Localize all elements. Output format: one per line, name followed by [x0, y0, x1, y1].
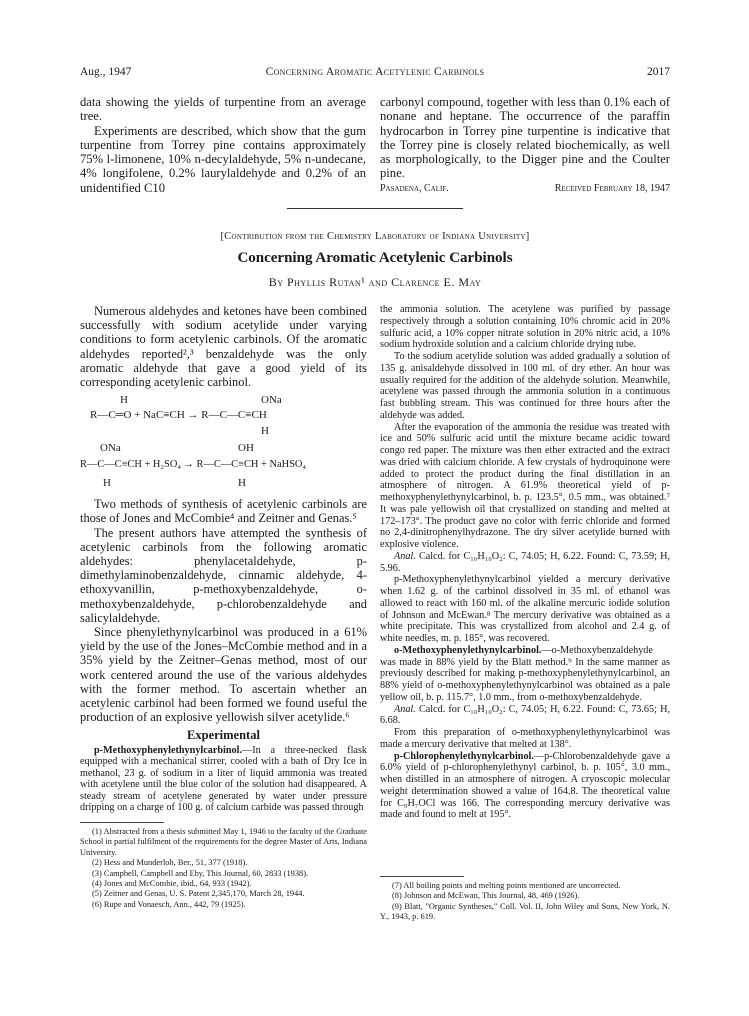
right-paragraph-2: To the sodium acetylide solution was added gradually a solution of 135 g. anisaldehyde dissolved in 100 ml. of dry ether. An hour was usually required for the addition of the aldehyde solution. Meanwhile, acetylene was passed through the ammonia solution in a continuous fast bubbling stream. This was continued for three hours after the aldehyde was added.	[380, 351, 670, 421]
footnote-3: (3) Campbell, Campbell and Eby, This Journal, 60, 2833 (1938).	[92, 868, 309, 878]
methods-paragraph: Two methods of synthesis of acetylenic carbinols are those of Jones and McCombie⁴ and Zeitner and Genas.⁵	[80, 497, 367, 526]
section-heading-experimental: Experimental	[187, 728, 260, 743]
footnote-7: (7) All boiling points and melting points mentioned are uncorrected.	[392, 881, 621, 890]
anal-label-1: Anal.	[394, 550, 416, 562]
equation-1	[80, 393, 367, 441]
footnote-2: (2) Hess and Munderloh, Ber., 51, 377 (1918).	[92, 858, 248, 868]
prev-paragraph-2: Experiments are described, which show that the gum turpentine from Torrey pine contains approximately 75% l-limonene, 10% n-decylaldehyde, 5% n-undecane, 4% longifolene, 0.2% laurylaldehyde and 0.2% of an unidentified C10	[80, 123, 366, 195]
compound-heading-3: p-Chlorophenylethynylcarbinol.	[394, 750, 534, 762]
footnotes-left	[80, 822, 367, 910]
footnote-9: (9) Blatt, "Organic Syntheses," Coll. Vol. II, John Wiley and Sons, New York, N. Y., 1943, p. 619.	[380, 901, 670, 922]
footnote-rule-left	[80, 822, 164, 823]
analysis-1	[380, 551, 670, 575]
header-running-title: Concerning Aromatic Acetylenic Carbinols	[265, 66, 485, 78]
footnotes-right	[380, 876, 670, 923]
yield-paragraph: Since phenylethynylcarbinol was produced in a 61% yield by the use of the Jones–McCombie method and in a 35% yield by the Zeitner–Genas method, most of our work centered around the use of the various aldehydes with the former method. To ascertain whether an acetylenic carbinol had been formed we found useful the production of an explosive yellowish silver acetylide.⁶	[80, 625, 367, 725]
received-line	[380, 182, 670, 196]
footnote-1: (1) Abstracted from a thesis submitted May 1, 1946 to the faculty of the Graduate School in partial fulfilment of the requirements for the degree Master of Arts, Indiana University.	[80, 827, 367, 857]
received-date: Received February 18, 1947	[554, 182, 670, 194]
compound-heading-1: p-Methoxyphenylethynylcarbinol.	[94, 744, 243, 756]
eq1-main: R—C═O + NaC≡CH → R—C—C≡CH	[90, 409, 267, 422]
eq2-h-right: H	[238, 477, 246, 490]
right-paragraph-5-text: —o-Methoxybenzaldehyde was made in 88% yield by the Blatt method.⁹ In the same manner as previously described for making p-methoxyphenylethynylcarbinol, an 88% yield of o-methoxyphenylethynylcarbinol was obtained as a pale yellow oil, b. p. 115.7°, 1.0 mm., from o-methoxybenzaldehyde.	[380, 644, 670, 703]
right-paragraph-1: the ammonia solution. The acetylene was purified by passage respectively through a solution containing 10% chromic acid in 20% sulfuric acid, a 10% copper nitrate solution in 20% nitric acid, a 10% sodium hydroxide solution and a calcium chloride drying tube.	[380, 304, 670, 351]
eq2-oh: OH	[238, 442, 254, 455]
anal-label-2: Anal.	[394, 703, 416, 715]
right-paragraph-4: p-Methoxyphenylethynylcarbinol yielded a mercury derivative when 1.62 g. of the carbinol dissolved in 35 ml. of ethanol was allowed to react with 160 ml. of the alkaline mercuric iodide solution of Johnson and McEwan.⁸ The mercury derivative was obtained as a white precipitate. This was crystallized from alcohol and 2.4 g. of white needles, m. p. 185°, was recovered.	[380, 574, 670, 644]
right-paragraph-5	[380, 645, 670, 704]
right-paragraph-7-text: —p-Chlorobenzaldehyde gave a 6.0% yield of p-chlorophenylethynyl carbinol, b. p. 105°, 3.0 mm., when distilled in an atmosphere of nitrogen. A cryoscopic molecular weight determination showed a value of 164.8. The theoretical value for C₉H₇OCl was 166. The corresponding mercury derivative was made and found to melt at 195°.	[380, 750, 670, 821]
intro-paragraph: Numerous aldehydes and ketones have been combined successfully with sodium acetylide under varying conditions to form acetylenic carbinols. Of the aromatic aldehydes reported²,³ benzaldehyde was the only aromatic aldehyde that gave a good yield of its corresponding acetylenic carbinol.	[80, 304, 367, 390]
right-paragraph-6: From this preparation of o-methoxyphenylethynylcarbinol was made a mercury derivative that melted at 138°.	[380, 727, 670, 750]
running-header	[80, 66, 670, 82]
previous-article-right	[380, 95, 670, 196]
footnote-6: (6) Rupe and Vonaesch, Ann., 442, 79 (1925).	[92, 899, 246, 909]
analysis-2	[380, 704, 670, 728]
aldehydes-paragraph: The present authors have attempted the synthesis of acetylenic carbinols from the following aromatic aldehydes: phenylacetaldehyde, p-dimethylaminobenzaldehyde, cinnamic aldehyde, 4-ethoxyvanillin, p-methoxybenzaldehyde, o-methoxybenzaldehyde, p-chlorobenzaldehyde and salicylaldehyde.	[80, 525, 367, 625]
footnote-rule-right	[380, 876, 464, 877]
compound-heading-2: o-Methoxyphenylethynylcarbinol.	[394, 644, 542, 656]
experimental-text: —In a three-necked flask equipped with a mechanical stirrer, cooled with a bath of Dry Ice in methanol, 23 g. of sodium in a liter of liquid ammonia was treated with acetylene until the blue color of the solution had disappeared. A steady stream of acetylene generated by water under pressure dripping on a charge of 100 g. of calcium carbide was passed through	[80, 744, 367, 814]
anal-values-1: Calcd. for C₁₀H₁₀O₂: C, 74.05; H, 6.22. Found: C, 73.59; H, 5.96.	[380, 550, 670, 574]
contribution-line: [Contribution from the Chemistry Laboratory of Indiana University]	[220, 231, 530, 242]
main-right-column	[380, 304, 670, 821]
header-date: Aug., 1947	[80, 66, 132, 78]
main-left-column	[80, 304, 367, 814]
prev-paragraph-1: data showing the yields of turpentine from an average tree.	[80, 95, 366, 124]
eq1-h-top: H	[120, 394, 128, 407]
eq2-h-left: H	[103, 477, 111, 490]
anal-values-2: Calcd. for C₁₀H₁₀O₂: C, 74.05; H, 6.22. Found: C, 73.65; H, 6.68.	[380, 703, 670, 727]
article-separator	[287, 208, 463, 209]
article-title: Concerning Aromatic Acetylenic Carbinols	[237, 250, 513, 266]
footnote-5: (5) Zeitner and Genas, U. S. Patent 2,345,170, March 28, 1944.	[92, 889, 305, 899]
eq2-main: R—C—C≡CH + H₂SO₄ → R—C—C≡CH + NaHSO₄	[80, 459, 306, 471]
footnote-8: (8) Johnson and McEwan, This Journal, 48, 469 (1926).	[392, 891, 580, 901]
right-paragraph-3: After the evaporation of the ammonia the residue was treated with ice and 50% sulfuric acid until the mixture became acidic toward congo red paper. The mixture was then ether extracted and the extract was dried with calcium chloride. A few crystals of hydroquinone were added to protect the product during the final distillation in an atmosphere of nitrogen. A 61.9% theoretical yield of p-methoxyphenylethynylcarbinol, b. p. 123.5°, 0.5 mm., was obtained.⁷ It was pale yellowish oil that crystallized on standing and melted at 172–173°. The product gave no color with ferric chloride and formed no 2,4-dinitrophenylhydrazone. The dry silver acetylide burned with explosive violence.	[380, 421, 670, 550]
experimental-paragraph	[80, 745, 367, 814]
prev-paragraph-3: carbonyl compound, together with less than 0.1% each of nonane and heptane. The occurrence of the paraffin hydrocarbon in Torrey pine turpentine is indicative that the Torrey pine is closely related biochemically, as well as morphologically, to the Digger pine and the Coulter pine.	[380, 95, 670, 181]
eq1-h-bot: H	[261, 425, 269, 438]
place: Pasadena, Calif.	[380, 182, 449, 194]
footnote-4: (4) Jones and McCombie, ibid., 64, 933 (1942).	[92, 879, 252, 889]
byline: By Phyllis Rutan¹ and Clarence E. May	[268, 275, 482, 289]
right-paragraph-7	[380, 751, 670, 822]
eq2-ona: ONa	[100, 442, 121, 455]
equation-2	[80, 441, 367, 497]
eq1-ona: ONa	[261, 394, 282, 407]
page-number: 2017	[647, 66, 670, 78]
previous-article-left	[80, 95, 366, 195]
